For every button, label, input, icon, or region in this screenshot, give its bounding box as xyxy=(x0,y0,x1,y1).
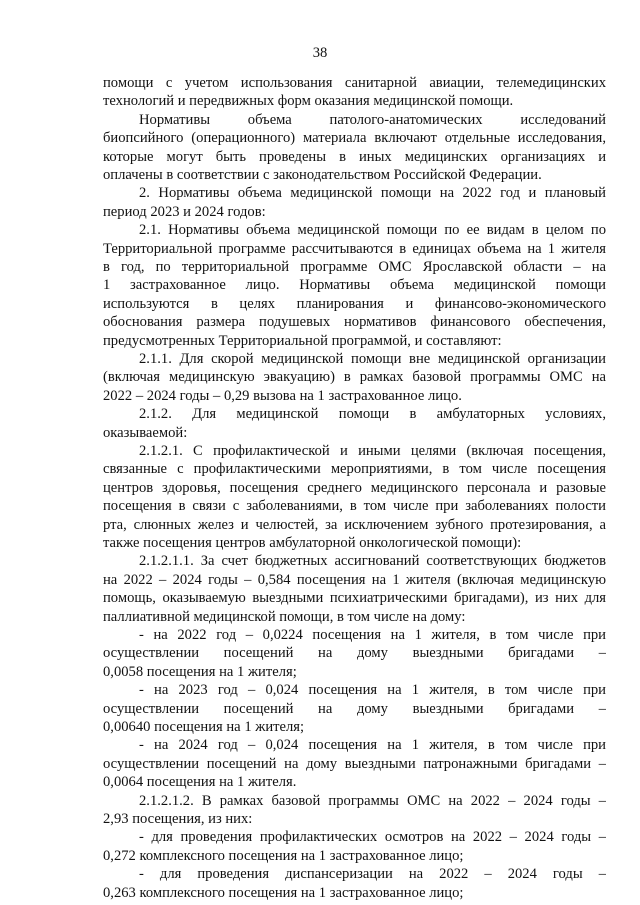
text-line: 2.1.2.1. С профилактической и иными целями (включая посещения, xyxy=(139,443,606,459)
text-line: технологий и передвижных форм оказания медицинской помощи. xyxy=(103,93,514,110)
text-line: - для проведения диспансеризации на 2022 – 2024 годы – xyxy=(139,866,606,883)
text-line: 0,272 комплексного посещения на 1 застрахованное лицо; xyxy=(103,847,464,864)
text-line: на 2022 – 2024 годы – 0,584 посещения на 1 жителя (включая медицинскую xyxy=(103,571,606,588)
text-line: оказываемой: xyxy=(103,424,188,441)
text-line: посещения в связи с заболеваниями, в том числе при заболеваниях полости xyxy=(103,498,606,515)
text-line: 0,263 комплексного посещения на 1 застрахованное лицо; xyxy=(103,884,464,901)
text-line: осуществлении посещений на дому выездными бригадами – xyxy=(103,700,606,717)
text-line: - на 2024 год – 0,024 посещения на 1 жителя, в том числе при xyxy=(139,737,606,754)
text-line: (включая медицинскую эвакуацию) в рамках базовой программы ОМС на xyxy=(103,369,606,386)
text-line: паллиативной медицинской помощи, в том числе на дому: xyxy=(103,608,466,625)
text-line: 2.1.2. Для медицинской помощи в амбулаторных условиях, xyxy=(139,406,606,423)
text-line: - для проведения профилактических осмотров на 2022 – 2024 годы – xyxy=(139,829,606,846)
text-line: 0,0064 посещения на 1 жителя. xyxy=(103,774,297,791)
text-line: также посещения центров амбулаторной онкологической помощи): xyxy=(103,535,522,551)
text-line: в год, по территориальной программе ОМС Ярославской области – на xyxy=(103,259,606,275)
text-line: центров здоровья, посещения среднего медицинского персонала и разовые xyxy=(103,479,606,496)
text-line: предусмотренных Территориальной программой, и составляют: xyxy=(103,332,502,349)
text-line: осуществлении посещений на дому выездными бригадами – xyxy=(103,645,606,662)
text-line: обоснования размера подушевых нормативов финансового обеспечения, xyxy=(103,314,606,331)
text-line: биопсийного (операционного) материала включают отдельные исследования, xyxy=(103,130,606,147)
text-line: 2.1.2.1.2. В рамках базовой программы ОМС на 2022 – 2024 годы – xyxy=(139,792,606,809)
text-line: 0,00640 посещения на 1 жителя; xyxy=(103,719,305,735)
text-line: осуществлении посещений на дому выездными патронажными бригадами – xyxy=(103,755,606,772)
text-line: 2,93 посещения, из них: xyxy=(103,811,253,827)
text-line: которые могут быть проведены в иных медицинских организациях и xyxy=(103,148,606,165)
text-line: оплачены в соответствии с законодательством Российской Федерации. xyxy=(103,167,542,183)
text-line: рта, слюнных желез и челюстей, за исключением зубного протезирования, а xyxy=(103,516,606,533)
text-line: 2.1. Нормативы объема медицинской помощи по ее видам в целом по xyxy=(139,222,606,239)
text-line: помощь, оказываемую выездными психиатрическими бригадами), из них для xyxy=(103,590,606,607)
page-number: 38 xyxy=(312,45,328,61)
text-line: помощи с учетом использования санитарной авиации, телемедицинских xyxy=(103,75,606,91)
text-line: 2.1.2.1.1. За счет бюджетных ассигнований соответствующих бюджетов xyxy=(139,553,606,570)
text-line: 0,0058 посещения на 1 жителя; xyxy=(103,663,297,680)
text-line: - на 2023 год – 0,024 посещения на 1 жителя, в том числе при xyxy=(139,682,606,699)
text-line: 1 застрахованное лицо. Нормативы объема медицинской помощи xyxy=(103,277,606,294)
text-line: Нормативы объема патолого-анатомических исследований xyxy=(139,111,606,128)
text-line: - на 2022 год – 0,0224 посещения на 1 жителя, в том числе при xyxy=(139,627,606,643)
text-line: период 2023 и 2024 годов: xyxy=(103,203,266,220)
text-line: 2022 – 2024 годы – 0,29 вызова на 1 застрахованное лицо. xyxy=(103,387,462,404)
text-line: 2. Нормативы объема медицинской помощи на 2022 год и плановый xyxy=(139,185,606,202)
text-line: используются в целях планирования и финансово-экономического xyxy=(103,295,606,312)
text-line: Территориальной программе рассчитываются в единицах объема на 1 жителя xyxy=(103,240,606,257)
text-line: 2.1.1. Для скорой медицинской помощи вне медицинской организации xyxy=(139,351,606,367)
text-line: связанные с профилактическими мероприятиями, в том числе посещения xyxy=(103,461,606,478)
